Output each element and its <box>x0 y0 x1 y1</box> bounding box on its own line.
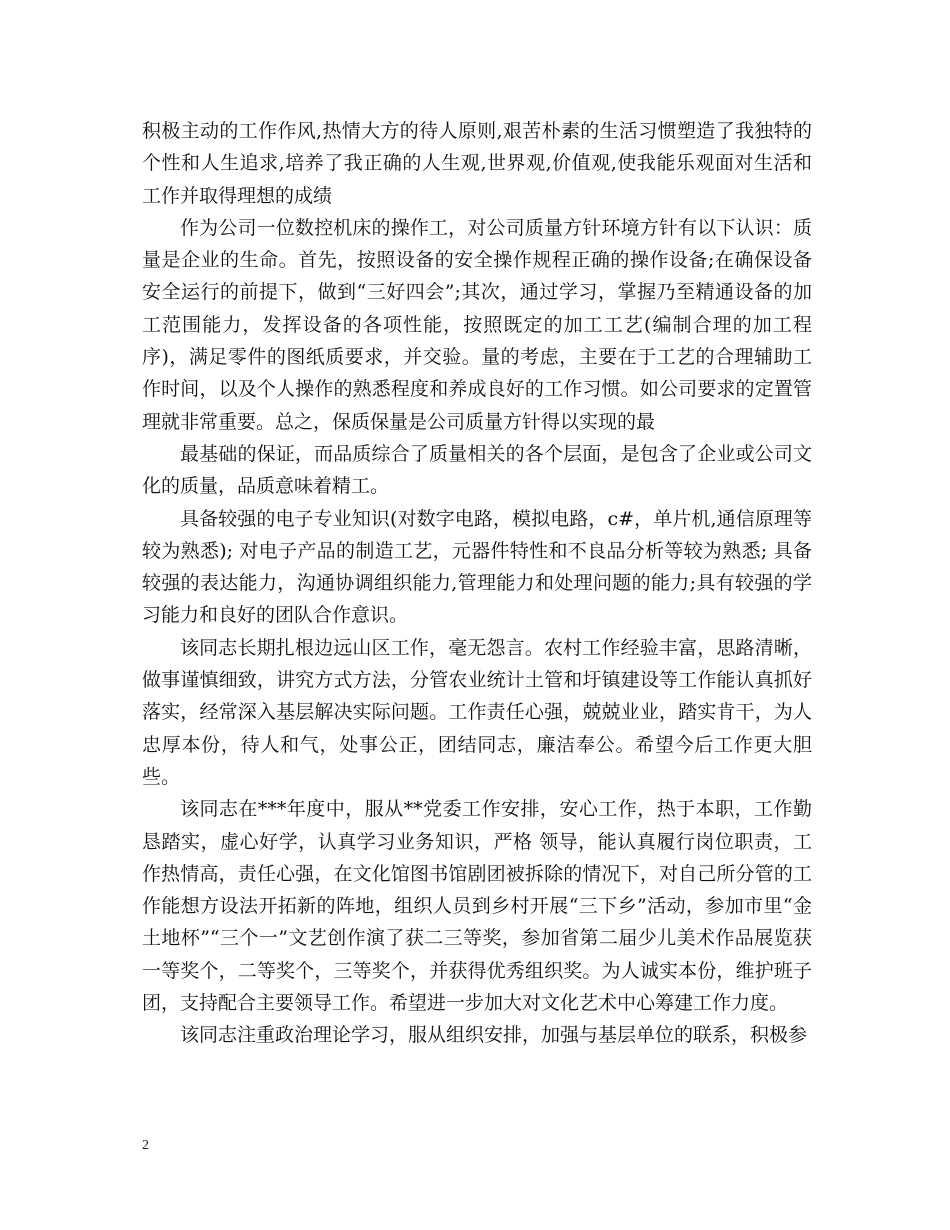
paragraph-political-study: 该同志注重政治理论学习，服从组织安排，加强与基层单位的联系，积极参 <box>180 1024 808 1047</box>
document-body <box>142 115 812 1052</box>
paragraph-quality-foundation: 最基础的保证，而品质综合了质量相关的各个层面，是包含了企业或公司文化的质量，品质意味着精工。 <box>142 442 812 498</box>
paragraph-electronics-skills: 具备较强的电子专业知识(对数字电路，模拟电路，c#，单片机,通信原理等较为熟悉); 对电子产品的制造工艺，元器件特性和不良品分析等较为熟悉; 具备较强的表达能力，沟通协调组织能力,管理能力和处理问题的能力;具有较强的学习能力和良好的团队合作意识。 <box>142 507 812 627</box>
page-number: 2 <box>142 1138 149 1153</box>
paragraph-quality-policy: 作为公司一位数控机床的操作工，对公司质量方针环境方针有以下认识：质量是企业的生命。首先，按照设备的安全操作规程正确的操作设备;在确保设备安全运行的前提下，做到“三好四会”;其次，通过学习，掌握乃至精通设备的加工范围能力，发挥设备的各项性能，按照既定的加工工艺(编制合理的加工程序)，满足零件的图纸质要求，并交验。量的考虑，主要在于工艺的合理辅助工作时间，以及个人操作的熟悉程度和养成良好的工作习惯。如公司要求的定置管理就非常重要。总之，保质保量是公司质量方针得以实现的最 <box>142 216 812 433</box>
paragraph-rural-work: 该同志长期扎根边远山区工作，毫无怨言。农村工作经验丰富，思路清晰，做事谨慎细致，讲究方式方法，分管农业统计土管和圩镇建设等工作能认真抓好落实，经常深入基层解决实际问题。工作责任心强，兢兢业业，踏实肯干，为人忠厚本份，待人和气，处事公正，团结同志，廉洁奉公。希望今后工作更大胆些。 <box>142 636 812 788</box>
paragraph-work-style: 积极主动的工作作风,热情大方的待人原则,艰苦朴素的生活习惯塑造了我独特的个性和人生追求,培养了我正确的人生观,世界观,价值观,使我能乐观面对生活和工作并取得理想的成绩 <box>142 120 812 207</box>
paragraph-annual-review: 该同志在***年度中，服从**党委工作安排，安心工作，热于本职，工作勤恳踏实，虚心好学，认真学习业务知识，严格 领导，能认真履行岗位职责，工作热情高，责任心强，在文化馆图书馆剧团被拆除的情况下，对自己所分管的工作能想方设法开拓新的阵地，组织人员到乡村开展“三下乡”活动，参加市里“金土地杯”“三个一”文艺创作演了获二三等奖，参加省第二届少儿美术作品展览获一等奖个，二等奖个，三等奖个，并获得优秀组织奖。为人诚实本份，维护班子团，支持配合主要领导工作。希望进一步加大对文化艺术中心筹建工作力度。 <box>142 798 812 1015</box>
